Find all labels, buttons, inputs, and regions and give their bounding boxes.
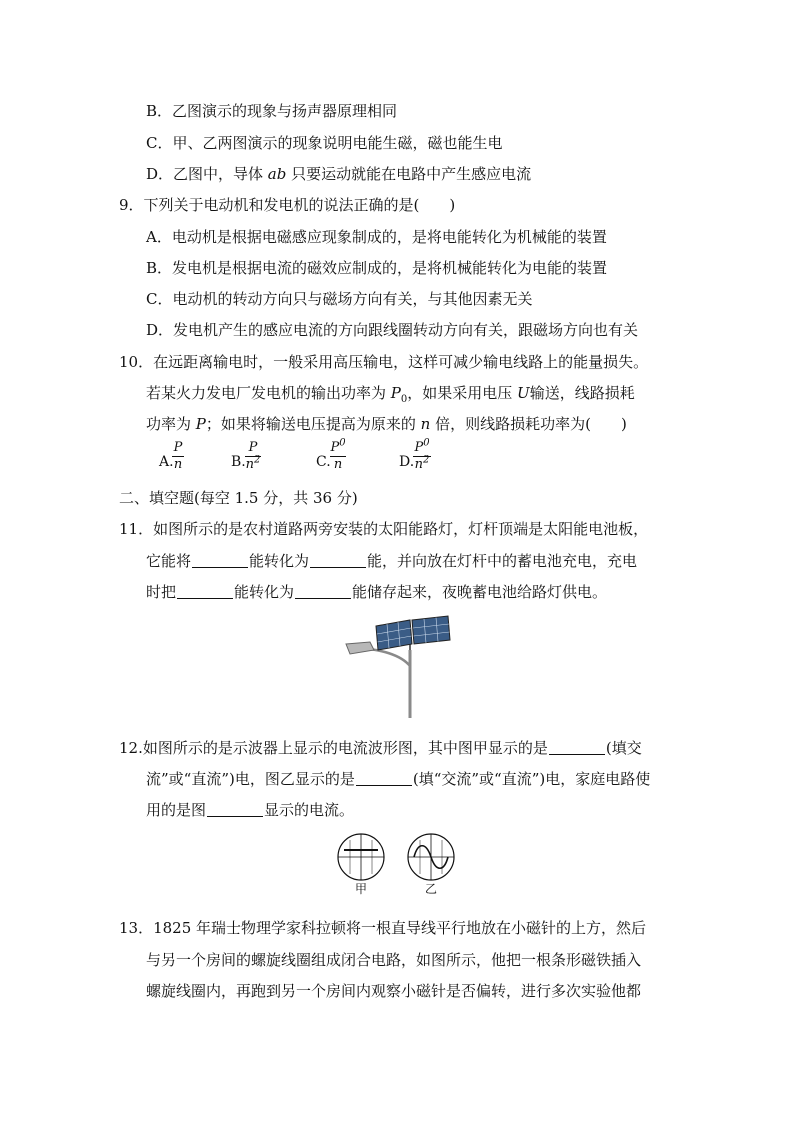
q10-option-c-label: C.	[316, 454, 331, 470]
q12-line-2-b: (填“交流”或“直流”)电，家庭电路使	[412, 770, 651, 788]
q8-option-c: C．甲、乙两图演示的现象说明电能生磁，磁也能生电	[146, 134, 503, 152]
q13-line-1: 13．1825 年瑞士物理学家科拉顿将一根直导线平行地放在小磁针的上方，然后	[119, 919, 647, 937]
q10-option-c-den: n	[333, 457, 343, 472]
q10-line-2-c: 输送，线路损耗	[529, 384, 635, 402]
q12-blank-3[interactable]	[207, 802, 263, 817]
q10-option-a-fraction	[172, 441, 184, 472]
q9-option-d: D．发电机产生的感应电流的方向跟线圈转动方向有关，跟磁场方向也有关	[146, 321, 639, 339]
q12-line-3-a: 用的是图	[146, 801, 207, 819]
q10-option-b-den-sup: 2	[254, 454, 261, 466]
q12-line-3-b: 显示的电流。	[264, 801, 355, 819]
q10-option-d-fraction	[413, 437, 431, 472]
q10-line-3	[146, 414, 627, 434]
q12-blank-1[interactable]	[549, 740, 605, 755]
q11-blank-3[interactable]	[177, 584, 233, 599]
q10-option-b-den: n	[245, 457, 254, 472]
q10-option-c-num-sup: 0	[339, 437, 346, 449]
q10-line-1: 10．在远距离输电时，一般采用高压输电，这样可减少输电线路上的能量损失。	[119, 353, 649, 371]
q8-option-d-suffix: 只要运动就能在电路中产生感应电流	[286, 165, 532, 183]
solar-street-light-figure	[340, 614, 455, 720]
q9-option-b: B．发电机是根据电流的磁效应制成的，是将机械能转化为电能的装置	[146, 259, 608, 277]
q12-line-1-a: 12.如图所示的是示波器上显示的电流波形图，其中图甲显示的是	[119, 739, 548, 757]
q10-option-a-den: n	[173, 457, 183, 472]
fig-label-jia: 甲	[355, 882, 368, 896]
q8-option-d	[146, 164, 531, 184]
q11-blank-4[interactable]	[295, 584, 351, 599]
q12-line-2-a: 流”或“直流”)电，图乙显示的是	[146, 770, 355, 788]
fig-label-yi: 乙	[425, 882, 438, 896]
q10-option-d-den-sup: 2	[423, 454, 430, 466]
oscilloscope-yi-figure	[406, 832, 456, 882]
q11-line-2	[146, 551, 637, 571]
q10-option-b-label: B.	[231, 454, 246, 470]
q11-line-2-c: 能，并向放在灯杆中的蓄电池充电，充电	[367, 552, 638, 570]
q10-option-a-num: P	[173, 440, 183, 455]
q10-line-3-a: 功率为	[146, 415, 196, 433]
q11-line-3-a: 时把	[146, 583, 177, 601]
q12-line-3	[146, 800, 354, 820]
solar-panel-right	[412, 616, 450, 644]
q10-line-2-b: ，如果采用电压	[407, 384, 518, 402]
q10-option-b-fraction	[245, 441, 261, 472]
q12-line-1-b: (填交	[605, 739, 642, 757]
q9-stem: 9．下列关于电动机和发电机的说法正确的是( )	[119, 196, 456, 214]
q10-line-3-c: 倍，则线路损耗功率为( )	[430, 415, 627, 433]
q10-option-b-num: P	[248, 440, 258, 455]
q10-line-3-b: ；如果将输送电压提高为原来的	[205, 415, 421, 433]
q10-var-n: n	[420, 415, 431, 433]
q10-line-2	[146, 383, 635, 403]
q11-line-3	[146, 582, 607, 602]
q10-option-d-label: D.	[399, 454, 415, 470]
q10-option-d-num: P	[414, 440, 424, 455]
solar-panel-left	[376, 620, 412, 650]
q11-line-3-c: 能储存起来，夜晚蓄电池给路灯供电。	[352, 583, 608, 601]
q12-line-2	[146, 769, 650, 789]
q10-option-c-num: P	[330, 440, 340, 455]
q11-blank-1[interactable]	[192, 553, 248, 568]
q9-option-a: A．电动机是根据电磁感应现象制成的，是将电能转化为机械能的装置	[146, 228, 607, 246]
q10-option-c-fraction	[330, 437, 346, 472]
lamp-head	[346, 642, 374, 654]
q11-line-2-a: 它能将	[146, 552, 192, 570]
oscilloscope-jia-figure	[336, 832, 386, 882]
q11-blank-2[interactable]	[310, 553, 366, 568]
q13-line-3: 螺旋线圈内，再跑到另一个房间内观察小磁针是否偏转，进行多次实验他都	[146, 982, 642, 1000]
q10-var-p0: P	[390, 384, 401, 402]
q8-option-d-prefix: D．乙图中，导体	[146, 165, 268, 183]
q11-line-2-b: 能转化为	[249, 552, 310, 570]
q10-option-d-num-sup: 0	[423, 437, 430, 449]
q10-option-a-label: A.	[159, 454, 174, 470]
q12-line-1	[119, 738, 642, 758]
section-2-title: 二、填空题(每空 1.5 分，共 36 分)	[119, 489, 358, 507]
q11-line-1: 11．如图所示的是农村道路两旁安装的太阳能路灯，灯杆顶端是太阳能电池板，	[119, 520, 649, 538]
q10-option-d-den: n	[414, 457, 423, 472]
q9-option-c: C．电动机的转动方向只与磁场方向有关，与其他因素无关	[146, 290, 533, 308]
q11-line-3-b: 能转化为	[234, 583, 295, 601]
q10-line-2-a: 若某火力发电厂发电机的输出功率为	[146, 384, 391, 402]
q13-line-2: 与另一个房间的螺旋线圈组成闭合电路，如图所示，他把一根条形磁铁插入	[146, 951, 642, 969]
q12-blank-2[interactable]	[356, 771, 412, 786]
q8-option-b: B．乙图演示的现象与扬声器原理相同	[146, 102, 398, 120]
q10-var-u: U	[517, 384, 530, 402]
q10-var-p: P	[195, 415, 206, 433]
q10-var-p0-sub: 0	[400, 394, 408, 405]
q8-option-d-var: ab	[267, 165, 287, 183]
